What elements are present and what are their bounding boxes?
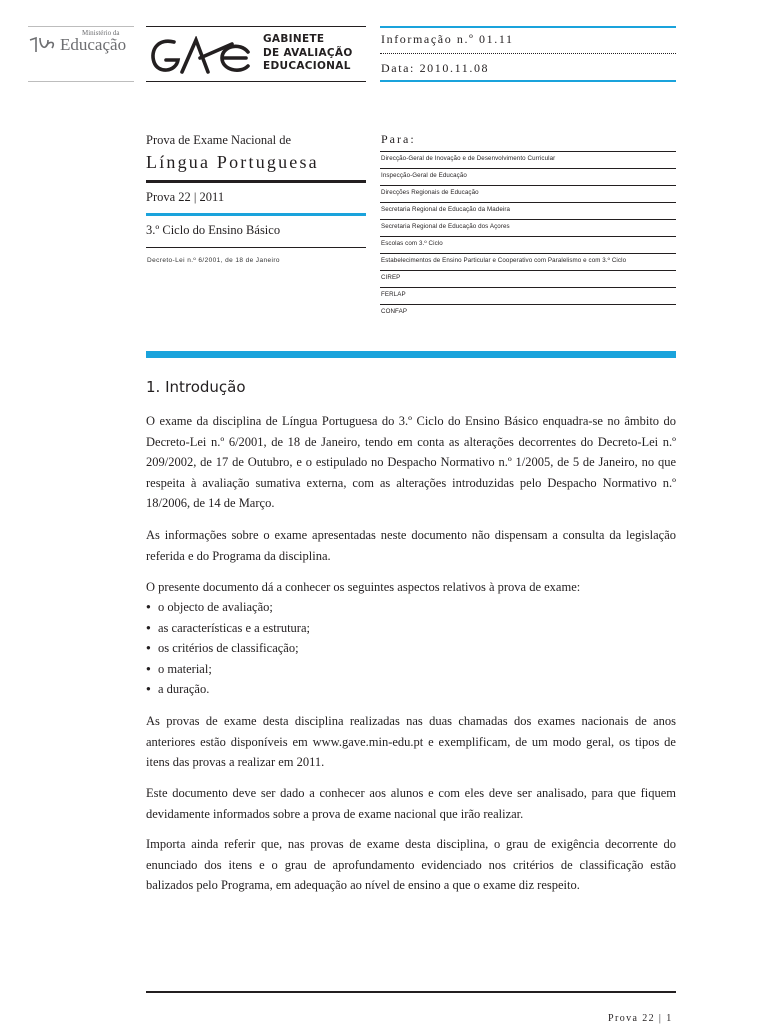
prova-subject: Língua Portuguesa [146, 152, 319, 172]
prova-title-prefix: Prova de Exame Nacional de [146, 133, 292, 147]
recipient-label: Estabelecimentos de Ensino Particular e Cooperativo com Paralelismo e com 3.º Ciclo [381, 257, 627, 264]
recipient-row [380, 270, 676, 287]
list-item: ● o material; [146, 659, 676, 680]
gave-name-line: DE AVALIAÇÃO [263, 46, 353, 59]
recipient-label: Escolas com 3.º Ciclo [381, 240, 443, 247]
prova-cycle: 3.º Ciclo do Ensino Básico [146, 223, 281, 237]
list-item: ● os critérios de classificação; [146, 638, 676, 659]
paragraph [146, 577, 676, 598]
paragraph [146, 834, 676, 896]
ministry-small-label: Ministério da [82, 29, 120, 37]
recipient-label: Direcções Regionais de Educação [381, 189, 479, 196]
recipient-row [380, 185, 676, 202]
info-divider-bottom [380, 80, 676, 82]
paragraph-text: O exame da disciplina de Língua Portuguesa do 3.º Ciclo do Ensino Básico enquadra-se no âmbito do Decreto-Lei n.º 6/2001, de 18 de Janeiro, tendo em conta as alterações decorrentes do Decreto-Lei n.º 209/2002, de 17 de Outubro, e o estipulado no Despacho Normativo n.º 1/2005, de 5 de Janeiro, no que respeita à avaliação sumativa externa, com as alterações introduzidas pelo Despacho Normativo n.º 18/2006, de 14 de Março. [146, 414, 676, 511]
me-emblem-icon [30, 38, 53, 52]
section-heading: 1. Introdução [146, 378, 246, 396]
info-divider-top [380, 26, 676, 28]
paragraph-text: As provas de exame desta disciplina realizadas nas duas chamadas dos exames nacionais de anos anteriores estão disponíveis em www.gave.min-edu.pt e exemplificam, de um modo geral, os tipos de itens das provas a realizar em 2011. [146, 714, 676, 770]
recipient-row [380, 168, 676, 185]
recipient-label: Inspecção-Geral de Educação [381, 172, 467, 179]
recipient-row [380, 202, 676, 219]
recipient-row [380, 151, 676, 168]
informacao-number: Informação n.º 01.11 [381, 32, 514, 46]
list-item: ● a duração. [146, 679, 676, 700]
prova-code: Prova 22 | 2011 [146, 190, 225, 204]
recipient-row [380, 219, 676, 236]
recipient-row [380, 304, 676, 321]
recipient-label: Secretaria Regional de Educação da Madeira [381, 206, 511, 213]
paragraph [146, 711, 676, 773]
footer-divider [146, 991, 676, 993]
ministry-divider-bottom [28, 81, 134, 82]
paragraph [146, 411, 676, 514]
decreto-reference: Decreto-Lei n.º 6/2001, de 18 de Janeiro [147, 257, 280, 264]
recipient-row [380, 287, 676, 304]
aspects-list [146, 597, 676, 700]
prova-divider-thin [146, 247, 366, 248]
prova-divider-thick [146, 180, 366, 183]
gave-name [263, 33, 353, 74]
paragraph-text: Importa ainda referir que, nas provas de exame desta disciplina, o grau de exigência decorrente do enunciado dos itens e o grau de aprofundamento evidenciado nos critérios de classificação estão balizados pelo Programa, em adequação ao nível de ensino a que o exame diz respeito. [146, 837, 676, 893]
info-divider-dotted [380, 53, 676, 55]
recipient-label: FERLAP [381, 291, 406, 298]
paragraph-text: As informações sobre o exame apresentadas neste documento não dispensam a consulta da legislação referida e do Programa da disciplina. [146, 528, 676, 563]
recipient-label: CONFAP [381, 308, 408, 315]
recipient-label: Direcção-Geral de Inovação e de Desenvolvimento Curricular [381, 155, 556, 162]
paragraph-text: O presente documento dá a conhecer os seguintes aspectos relativos à prova de exame: [146, 580, 581, 594]
recipient-row [380, 253, 676, 270]
info-date: Data: 2010.11.08 [381, 61, 490, 75]
ministerio-educacao-logo [28, 26, 136, 66]
ministry-divider-top [28, 26, 134, 27]
recipient-label: CIREP [381, 274, 401, 281]
section-blue-bar [146, 351, 676, 358]
list-item: ● as características e a estrutura; [146, 618, 676, 639]
recipient-row [380, 236, 676, 253]
ministry-label: Educação [60, 35, 127, 54]
page-number: Prova 22 | 1 [608, 1013, 673, 1024]
para-label: Para: [381, 132, 416, 146]
gave-name-line: GABINETE [263, 33, 325, 45]
list-item: ● o objecto de avaliação; [146, 597, 676, 618]
paragraph [146, 525, 676, 566]
gave-name-line: EDUCACIONAL [263, 60, 351, 72]
gave-logo-icon [148, 36, 252, 76]
paragraph [146, 783, 676, 824]
paragraph-text: Este documento deve ser dado a conhecer aos alunos e com eles deve ser analisado, para que fiquem devidamente informados sobre a prova de exame nacional que irão realizar. [146, 786, 676, 821]
gave-divider-bottom [146, 81, 366, 82]
prova-divider-blue [146, 213, 366, 216]
gave-divider-top [146, 26, 366, 27]
recipient-label: Secretaria Regional de Educação dos Açores [381, 223, 510, 230]
